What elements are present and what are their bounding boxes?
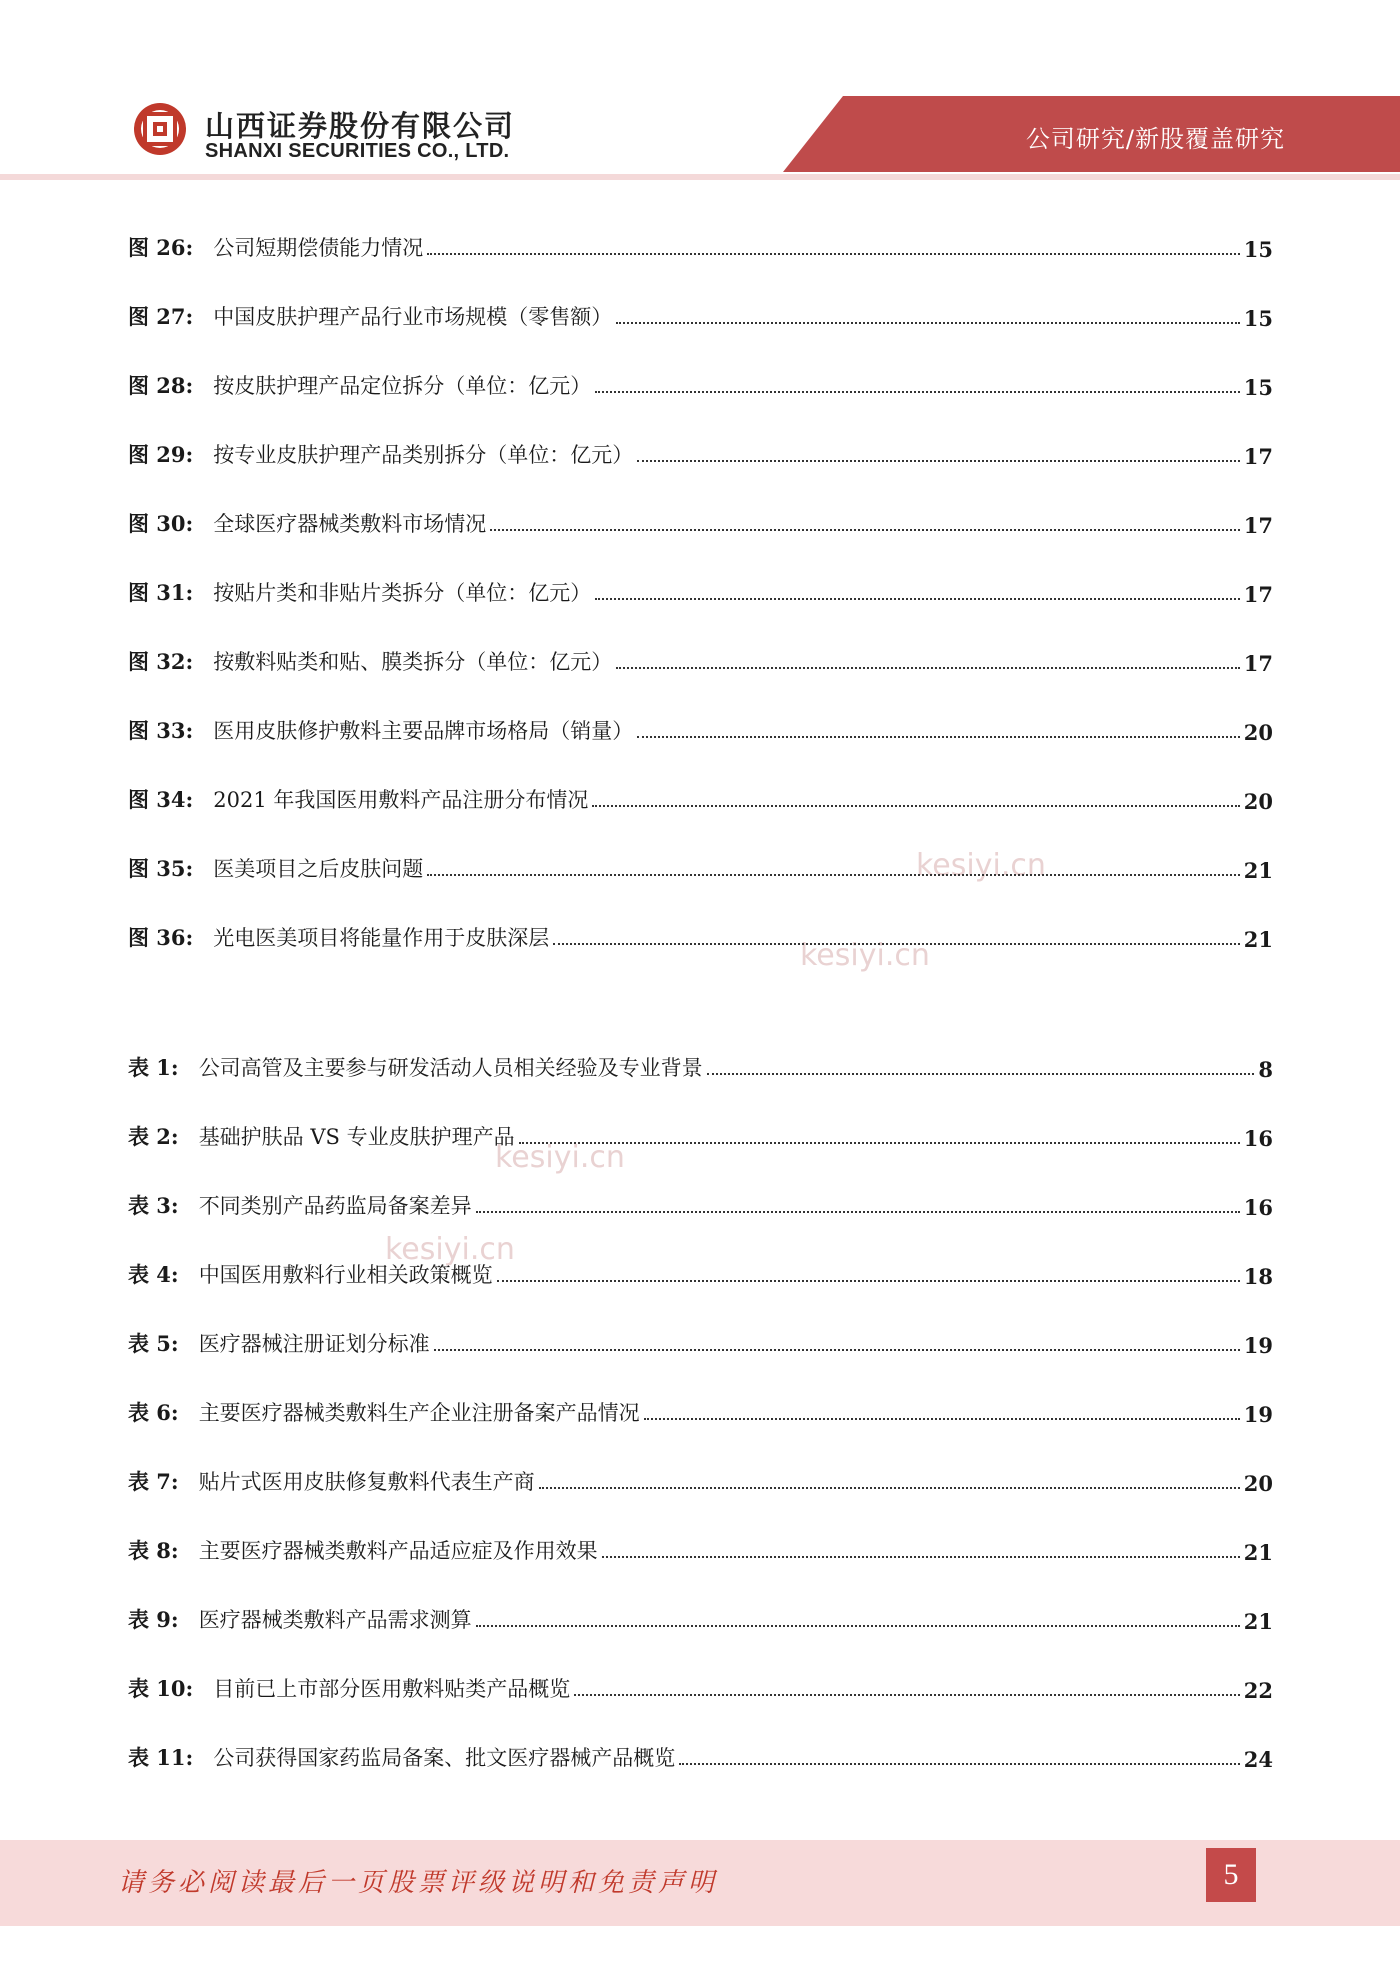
toc-entry[interactable] xyxy=(128,1046,1273,1082)
toc-page-number: 19 xyxy=(1243,1333,1273,1358)
dot-leader xyxy=(637,735,1239,738)
toc-title: 目前已上市部分医用敷料贴类产品概览 xyxy=(213,1677,571,1701)
toc-label: 图 34: xyxy=(128,787,194,812)
toc-entry[interactable] xyxy=(128,1736,1273,1772)
dot-leader xyxy=(476,1210,1240,1213)
toc-page-number: 17 xyxy=(1243,582,1273,607)
page-header xyxy=(0,0,1400,190)
toc-label: 表 4: xyxy=(128,1262,179,1287)
company-name-cn: 山西证券股份有限公司 xyxy=(205,109,516,143)
toc-title: 全球医疗器械类敷料市场情况 xyxy=(213,512,487,536)
header-divider xyxy=(0,174,1400,180)
dot-leader xyxy=(592,804,1239,807)
toc-entry[interactable] xyxy=(128,640,1273,676)
toc-title: 主要医疗器械类敷料产品适应症及作用效果 xyxy=(198,1539,598,1563)
toc-title: 公司获得国家药监局备案、批文医疗器械产品概览 xyxy=(213,1746,676,1770)
toc-label: 图 28: xyxy=(128,373,194,398)
dot-leader xyxy=(679,1762,1239,1765)
toc-label: 表 10: xyxy=(128,1676,194,1701)
toc-entry[interactable] xyxy=(128,709,1273,745)
toc-page-number: 21 xyxy=(1243,1609,1273,1634)
toc-label: 图 35: xyxy=(128,856,194,881)
toc-entry[interactable] xyxy=(128,295,1273,331)
toc-label: 表 6: xyxy=(128,1400,179,1425)
toc-label: 图 33: xyxy=(128,718,194,743)
toc-title: 医疗器械类敷料产品需求测算 xyxy=(198,1608,472,1632)
page-number: 5 xyxy=(1206,1848,1256,1902)
toc-label: 表 2: xyxy=(128,1124,179,1149)
toc-title: 按贴片类和非贴片类拆分（单位：亿元） xyxy=(213,581,592,605)
company-name-en: SHANXI SECURITIES CO., LTD. xyxy=(205,140,510,162)
toc-title: 医美项目之后皮肤问题 xyxy=(213,857,424,881)
toc-page-number: 21 xyxy=(1243,927,1273,952)
dot-leader xyxy=(637,459,1239,462)
dot-leader xyxy=(553,942,1239,945)
dot-leader xyxy=(427,873,1239,876)
toc-title: 不同类别产品药监局备案差异 xyxy=(198,1194,472,1218)
dot-leader xyxy=(427,252,1239,255)
toc-page-number: 20 xyxy=(1243,720,1273,745)
toc-page-number: 15 xyxy=(1243,237,1273,262)
toc-entry[interactable] xyxy=(128,1391,1273,1427)
toc-entry[interactable] xyxy=(128,502,1273,538)
toc-title: 中国医用敷料行业相关政策概览 xyxy=(198,1263,493,1287)
toc-label: 图 32: xyxy=(128,649,194,674)
toc-page-number: 15 xyxy=(1243,306,1273,331)
toc-label: 表 3: xyxy=(128,1193,179,1218)
watermark-text: kesiyi.cn xyxy=(916,848,1046,883)
toc-entry[interactable] xyxy=(128,1460,1273,1496)
toc-entry[interactable] xyxy=(128,226,1273,262)
toc-title: 医用皮肤修护敷料主要品牌市场格局（销量） xyxy=(213,719,634,743)
toc-title: 公司高管及主要参与研发活动人员相关经验及专业背景 xyxy=(198,1056,703,1080)
dot-leader xyxy=(595,597,1239,600)
dot-leader xyxy=(497,1279,1240,1282)
dot-leader xyxy=(476,1624,1240,1627)
toc-title: 按皮肤护理产品定位拆分（单位：亿元） xyxy=(213,374,592,398)
dot-leader xyxy=(644,1417,1240,1420)
toc-title: 医疗器械注册证划分标准 xyxy=(198,1332,430,1356)
dot-leader xyxy=(595,390,1239,393)
toc-entry[interactable] xyxy=(128,916,1273,952)
toc-label: 图 36: xyxy=(128,925,194,950)
toc-page-number: 20 xyxy=(1243,789,1273,814)
toc-page-number: 18 xyxy=(1243,1264,1273,1289)
toc-page-number: 21 xyxy=(1243,1540,1273,1565)
dot-leader xyxy=(574,1693,1239,1696)
toc-label: 图 27: xyxy=(128,304,194,329)
toc-page-number: 24 xyxy=(1243,1747,1273,1772)
toc-title: 按敷料贴类和贴、膜类拆分（单位：亿元） xyxy=(213,650,613,674)
dot-leader xyxy=(616,666,1239,669)
toc-entry[interactable] xyxy=(128,847,1273,883)
toc-entry[interactable] xyxy=(128,1115,1273,1151)
toc-title: 2021 年我国医用敷料产品注册分布情况 xyxy=(213,788,589,812)
dot-leader xyxy=(539,1486,1240,1489)
toc-entry[interactable] xyxy=(128,364,1273,400)
dot-leader xyxy=(519,1141,1240,1144)
toc-page-number: 22 xyxy=(1243,1678,1273,1703)
toc-label: 图 26: xyxy=(128,235,194,260)
toc-page-number: 16 xyxy=(1243,1126,1273,1151)
toc-entry[interactable] xyxy=(128,433,1273,469)
toc-title: 基础护肤品 VS 专业皮肤护理产品 xyxy=(198,1125,515,1149)
toc-label: 表 1: xyxy=(128,1055,179,1080)
toc-title: 中国皮肤护理产品行业市场规模（零售额） xyxy=(213,305,613,329)
toc-page-number: 20 xyxy=(1243,1471,1273,1496)
toc-label: 图 31: xyxy=(128,580,194,605)
dot-leader xyxy=(490,528,1239,531)
toc-entry[interactable] xyxy=(128,1184,1273,1220)
toc-entry[interactable] xyxy=(128,778,1273,814)
toc-entry[interactable] xyxy=(128,571,1273,607)
watermark-text: kesiyi.cn xyxy=(800,938,930,973)
toc-page-number: 15 xyxy=(1243,375,1273,400)
toc-page-number: 17 xyxy=(1243,513,1273,538)
toc-page-number: 17 xyxy=(1243,651,1273,676)
toc-page-number: 21 xyxy=(1243,858,1273,883)
toc-page-number: 16 xyxy=(1243,1195,1273,1220)
watermark-text: kesiyi.cn xyxy=(385,1232,515,1267)
dot-leader xyxy=(434,1348,1240,1351)
toc-entry[interactable] xyxy=(128,1529,1273,1565)
toc-label: 图 29: xyxy=(128,442,194,467)
toc-title: 光电医美项目将能量作用于皮肤深层 xyxy=(213,926,550,950)
toc-label: 图 30: xyxy=(128,511,194,536)
dot-leader xyxy=(707,1072,1255,1075)
watermark-text: kesiyi.cn xyxy=(495,1140,625,1175)
disclaimer-text: 请务必阅读最后一页股票评级说明和免责声明 xyxy=(118,1868,719,1898)
toc-page-number: 17 xyxy=(1243,444,1273,469)
toc-label: 表 7: xyxy=(128,1469,179,1494)
toc-entry[interactable] xyxy=(128,1322,1273,1358)
toc-title: 主要医疗器械类敷料生产企业注册备案产品情况 xyxy=(198,1401,640,1425)
dot-leader xyxy=(616,321,1239,324)
toc-title: 贴片式医用皮肤修复敷料代表生产商 xyxy=(198,1470,535,1494)
toc-entry[interactable] xyxy=(128,1667,1273,1703)
toc-entry[interactable] xyxy=(128,1598,1273,1634)
toc-label: 表 8: xyxy=(128,1538,179,1563)
section-label: 公司研究/新股覆盖研究 xyxy=(1025,125,1285,153)
toc-title: 按专业皮肤护理产品类别拆分（单位：亿元） xyxy=(213,443,634,467)
toc-label: 表 11: xyxy=(128,1745,194,1770)
dot-leader xyxy=(602,1555,1240,1558)
toc-entry[interactable] xyxy=(128,1253,1273,1289)
toc-page-number: 8 xyxy=(1258,1057,1273,1082)
page-footer xyxy=(0,1840,1400,1926)
toc-label: 表 9: xyxy=(128,1607,179,1632)
company-logo-icon xyxy=(132,101,188,157)
toc-label: 表 5: xyxy=(128,1331,179,1356)
toc-page-number: 19 xyxy=(1243,1402,1273,1427)
toc-title: 公司短期偿债能力情况 xyxy=(213,236,424,260)
